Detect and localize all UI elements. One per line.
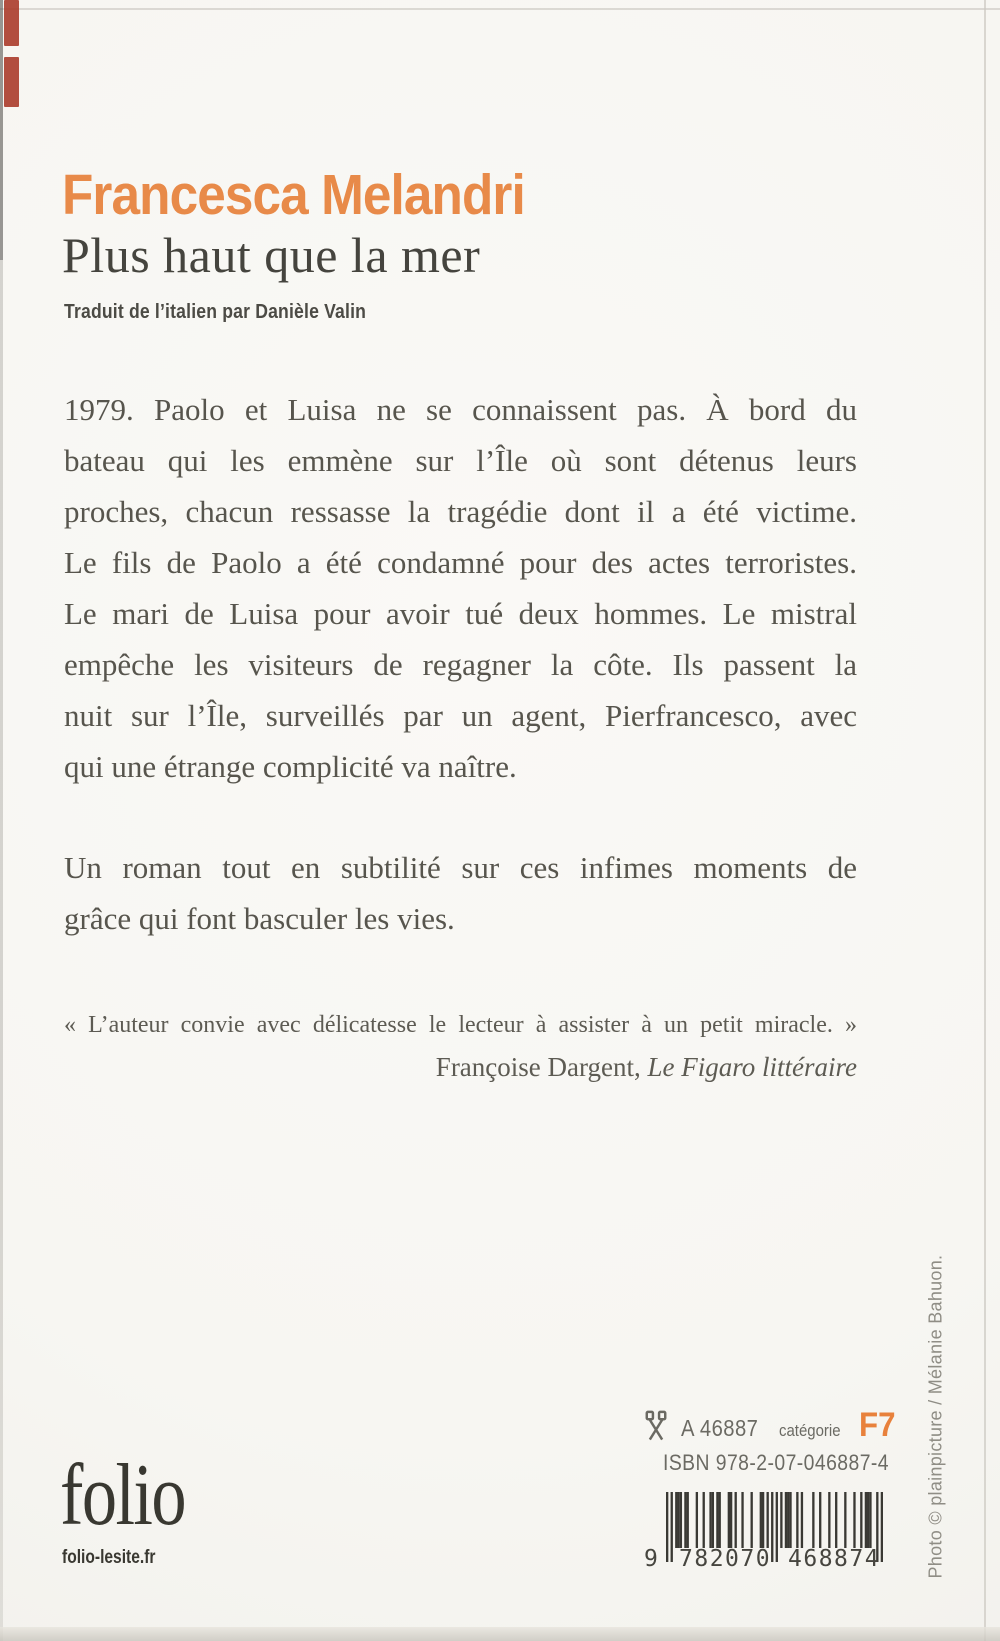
left-scan-edge (0, 0, 3, 1641)
barcode (644, 1492, 883, 1578)
category-code: F7 (859, 1406, 896, 1444)
top-scan-line (0, 8, 1000, 10)
isbn: ISBN 978-2-07-046887-4 (663, 1450, 890, 1475)
synopsis-line: 1979. Paolo et Luisa ne se connaissent pas. À bord du (64, 392, 857, 427)
catalog-row (645, 1406, 895, 1445)
synopsis-line: proches, chacun ressasse la tragédie dont il a été victime. (64, 494, 857, 529)
synopsis-line: bateau qui les emmène sur l’Île où sont détenus leurs (64, 443, 857, 478)
barcode-digit-group: 468874 (788, 1546, 881, 1572)
synopsis-line: qui une étrange complicité va naître. (64, 749, 517, 784)
category-label: catégorie (779, 1421, 841, 1440)
right-page-edge-line (984, 0, 986, 1641)
synopsis-paragraph-1 (64, 384, 857, 792)
synopsis-line: Le mari de Luisa pour avoir tué deux hommes. Le mistral (64, 596, 857, 631)
review-quote: « L’auteur convie avec délicatesse le lecteur à assister à un petit miracle. » (64, 1012, 857, 1038)
scissors-icon (641, 1410, 671, 1447)
book-title: Plus haut que la mer (62, 227, 481, 283)
closing-line: Un roman tout en subtilité sur ces infimes moments de (64, 850, 857, 885)
author-name: Francesca Melandri (62, 163, 525, 227)
photo-credit: Photo © plainpicture / Mélanie Bahuon. (925, 1254, 946, 1579)
synopsis-paragraph-2 (64, 842, 857, 944)
red-edge-mark-top (4, 0, 19, 46)
folio-logo: folio (60, 1447, 185, 1544)
synopsis-line: nuit sur l’Île, surveillés par un agent, Pierfrancesco, avec (64, 698, 857, 733)
folio-website: folio-lesite.fr (62, 1547, 156, 1568)
synopsis-line: Le fils de Paolo a été condamné pour des actes terroristes. (64, 545, 857, 580)
catalog-code: A 46887 (681, 1415, 759, 1441)
barcode-digit-group: 782070 (679, 1546, 772, 1572)
red-edge-mark-bottom (4, 57, 19, 107)
barcode-digit-group: 9 (644, 1546, 660, 1572)
closing-line: grâce qui font basculer les vies. (64, 901, 455, 936)
review-attribution-source: Le Figaro littéraire (647, 1052, 857, 1082)
review-attribution (64, 1052, 857, 1083)
translation-credit: Traduit de l’italien par Danièle Valin (64, 301, 367, 323)
synopsis-line: empêche les visiteurs de regagner la côte. Ils passent la (64, 647, 857, 682)
bottom-scan-band (0, 1627, 1000, 1641)
review-attribution-name: Françoise Dargent, (435, 1052, 648, 1082)
